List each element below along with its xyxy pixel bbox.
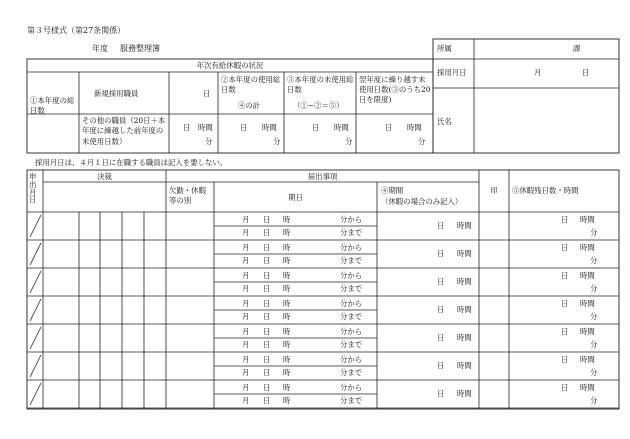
period-to-min: 分まで [340, 312, 363, 321]
period-from-min: 分から [340, 215, 363, 224]
apply-date-header: 申出月日 [29, 172, 37, 205]
carryover-day-unit: 日 [385, 123, 393, 132]
hire-date-note: 採用月日は、４月１日に在職する職員は記入を要しない。 [35, 158, 228, 167]
period-to-hour: 時 [283, 396, 291, 405]
used-day-unit: 日 [240, 123, 248, 132]
apply-date-slash [30, 299, 41, 321]
period-to-day: 日 [263, 256, 271, 265]
new-staff-day-unit: 日 [203, 89, 211, 98]
period-from-min: 分から [340, 271, 363, 280]
duration-day: 日 [437, 305, 445, 314]
leave-status-header: 年次有給休暇の状況 [196, 61, 264, 70]
period-to-hour: 時 [283, 312, 291, 321]
remaining-min: 分 [590, 368, 598, 377]
new-staff-label: 新規採用職員 [94, 89, 139, 98]
unused-hour-unit: 時間 [334, 123, 349, 132]
period-to-min: 分まで [340, 228, 363, 237]
remaining-day: 日 [561, 327, 569, 336]
period-to-month: 月 [242, 340, 250, 349]
remaining-day: 日 [561, 355, 569, 364]
other-staff-hour-unit: 時間 [198, 123, 213, 132]
carryover-hour-unit: 時間 [407, 123, 422, 132]
other-staff-day-unit: 日 [183, 123, 191, 132]
duration-day: 日 [437, 277, 445, 286]
apply-date-slash [30, 271, 41, 293]
duration-header: ④期間 [381, 186, 404, 195]
period-to-hour: 時 [283, 368, 291, 377]
unused-day-unit: 日 [312, 123, 320, 132]
section-unit: 課 [573, 44, 581, 53]
duration-hour: 時間 [457, 333, 472, 342]
apply-date-slash [30, 383, 41, 405]
period-from-month: 月 [242, 355, 250, 364]
remaining-day: 日 [561, 271, 569, 280]
duration-day: 日 [437, 389, 445, 398]
other-staff-min-unit: 分 [205, 137, 213, 146]
remaining-min: 分 [590, 284, 598, 293]
period-from-day: 日 [263, 383, 271, 392]
apply-date-slash [30, 215, 41, 237]
seal-header: 印 [490, 186, 498, 195]
carryover-label: 翌年度に繰り越す未使用日数(③のうち20日を限度) [359, 75, 431, 104]
period-from-month: 月 [242, 299, 250, 308]
period-from-min: 分から [340, 383, 363, 392]
period-to-month: 月 [242, 396, 250, 405]
remaining-min: 分 [590, 312, 598, 321]
duration-hour: 時間 [457, 221, 472, 230]
period-to-day: 日 [263, 228, 271, 237]
approval-header: 決裁 [97, 172, 112, 181]
duration-hour: 時間 [457, 277, 472, 286]
period-to-month: 月 [242, 312, 250, 321]
period-from-hour: 時 [283, 383, 291, 392]
remaining-day: 日 [561, 215, 569, 224]
period-to-min: 分まで [340, 340, 363, 349]
period-from-day: 日 [263, 243, 271, 252]
period-to-min: 分まで [340, 396, 363, 405]
period-to-month: 月 [242, 228, 250, 237]
period-from-month: 月 [242, 215, 250, 224]
remaining-hour: 時間 [580, 299, 595, 308]
duration-day: 日 [437, 221, 445, 230]
period-to-month: 月 [242, 284, 250, 293]
period-header: 期日 [288, 193, 303, 202]
period-to-min: 分まで [340, 256, 363, 265]
other-staff-label: その他の職員（20日＋本年度に繰越した前年度の未使用日数） [82, 116, 166, 146]
period-from-hour: 時 [283, 327, 291, 336]
period-from-min: 分から [340, 355, 363, 364]
period-from-day: 日 [263, 355, 271, 364]
duration-day: 日 [437, 249, 445, 258]
period-to-min: 分まで [340, 284, 363, 293]
period-to-day: 日 [263, 396, 271, 405]
period-to-day: 日 [263, 284, 271, 293]
form-number: 第３号様式（第27条関係） [27, 26, 126, 35]
carryover-min-unit: 分 [418, 137, 426, 146]
absence-type-header: 欠勤・休暇等の別 [169, 186, 206, 205]
period-from-hour: 時 [283, 243, 291, 252]
period-from-hour: 時 [283, 215, 291, 224]
period-from-min: 分から [340, 243, 363, 252]
name-label: 氏名 [437, 117, 452, 126]
remaining-hour: 時間 [580, 383, 595, 392]
info-box-border [433, 39, 619, 153]
period-from-min: 分から [340, 299, 363, 308]
duration-note: （休暇の場合のみ記入） [381, 197, 463, 206]
period-to-day: 日 [263, 340, 271, 349]
remaining-min: 分 [590, 396, 598, 405]
unused-days-sub: （①−②＝⑤） [293, 101, 344, 110]
period-from-min: 分から [340, 327, 363, 336]
period-from-hour: 時 [283, 355, 291, 364]
remaining-day: 日 [561, 299, 569, 308]
period-from-day: 日 [263, 215, 271, 224]
apply-date-slash [30, 327, 41, 349]
remaining-day: 日 [561, 383, 569, 392]
hire-date-label: 採用月日 [437, 68, 467, 77]
total-days-label: ①本年度の総日数 [30, 96, 75, 115]
remaining-hour: 時間 [580, 215, 595, 224]
period-to-hour: 時 [283, 228, 291, 237]
used-days-label: ②本年度の使用総日数 [221, 75, 281, 94]
hire-day-label: 日 [582, 68, 590, 77]
period-from-hour: 時 [283, 299, 291, 308]
duration-hour: 時間 [457, 249, 472, 258]
period-from-hour: 時 [283, 271, 291, 280]
duration-hour: 時間 [457, 305, 472, 314]
period-to-day: 日 [263, 312, 271, 321]
duration-day: 日 [437, 333, 445, 342]
duration-hour: 時間 [457, 389, 472, 398]
ledger-title: 服務整理簿 [120, 44, 160, 53]
period-from-day: 日 [263, 299, 271, 308]
apply-date-slash [30, 243, 41, 265]
notification-header: 届出事項 [307, 172, 338, 181]
period-to-day: 日 [263, 368, 271, 377]
remaining-hour: 時間 [580, 355, 595, 364]
period-to-hour: 時 [283, 256, 291, 265]
period-from-month: 月 [242, 327, 250, 336]
period-to-hour: 時 [283, 340, 291, 349]
period-to-hour: 時 [283, 284, 291, 293]
period-from-month: 月 [242, 271, 250, 280]
affiliation-label: 所属 [437, 44, 452, 53]
period-from-day: 日 [263, 327, 271, 336]
remaining-day: 日 [561, 243, 569, 252]
remaining-min: 分 [590, 340, 598, 349]
remaining-hour: 時間 [580, 243, 595, 252]
hire-month-label: 月 [534, 68, 542, 77]
remaining-min: 分 [590, 256, 598, 265]
period-from-month: 月 [242, 243, 250, 252]
used-days-sub: ④の計 [238, 101, 261, 110]
duration-day: 日 [437, 361, 445, 370]
ledger-table-border [27, 170, 619, 409]
period-to-month: 月 [242, 368, 250, 377]
period-to-month: 月 [242, 256, 250, 265]
period-to-min: 分まで [340, 368, 363, 377]
unused-days-label: ③本年度の未使用総日数 [287, 75, 354, 94]
unused-min-unit: 分 [345, 137, 353, 146]
apply-date-slash [30, 355, 41, 377]
remaining-hour: 時間 [580, 327, 595, 336]
remaining-hour: 時間 [580, 271, 595, 280]
used-min-unit: 分 [273, 137, 281, 146]
period-from-month: 月 [242, 383, 250, 392]
period-from-day: 日 [263, 271, 271, 280]
year-label: 年度 [92, 44, 108, 53]
duration-hour: 時間 [457, 361, 472, 370]
used-hour-unit: 時間 [262, 123, 277, 132]
remaining-min: 分 [590, 228, 598, 237]
remaining-header: ⑤休暇残日数・時間 [512, 186, 579, 195]
